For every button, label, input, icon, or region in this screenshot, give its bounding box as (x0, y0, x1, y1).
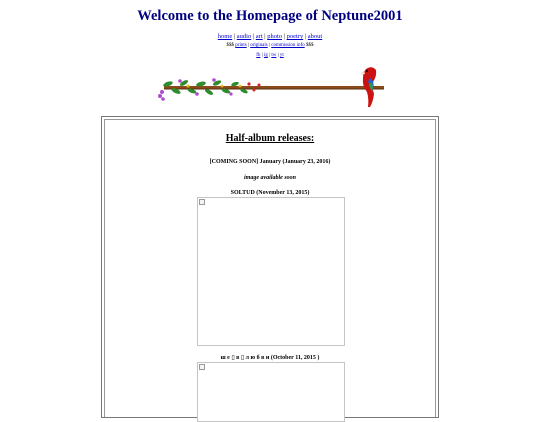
nav-link-home[interactable]: home (217, 33, 233, 40)
nav-link-about[interactable]: about (307, 33, 323, 40)
page-title: Welcome to the Homepage of Neptune2001 (137, 8, 403, 24)
nav-link-poetry[interactable]: poetry (286, 33, 304, 40)
social-link-fb[interactable]: fb (256, 53, 261, 58)
releases-heading: Half-album releases: (225, 133, 315, 144)
release-title: [COMING SOON] January (January 23, 2016) (209, 159, 331, 165)
album-cover-image[interactable] (197, 197, 345, 346)
shop-prefix: $$$ (226, 43, 235, 48)
social-link-yt[interactable]: yt (279, 53, 284, 58)
shop-link-commission-info[interactable]: commission info (271, 43, 305, 48)
nav-link-audio[interactable]: audio (236, 33, 252, 40)
nav-separator: | (264, 33, 268, 40)
shop-suffix: $$$ (305, 43, 314, 48)
shop-link-prints[interactable]: prints (235, 43, 247, 48)
nav-separator: | (268, 43, 270, 48)
broken-image-icon (199, 199, 205, 205)
social-nav (0, 53, 540, 58)
main-nav (0, 33, 540, 40)
album-cover-image[interactable] (197, 362, 345, 422)
nav-separator: | (304, 33, 308, 40)
nav-separator: | (283, 33, 287, 40)
nav-link-photo[interactable]: photo (267, 33, 283, 40)
nav-separator: | (252, 33, 256, 40)
nav-separator: | (233, 33, 237, 40)
shop-nav (0, 43, 540, 48)
shop-link-originals[interactable]: originals (250, 43, 268, 48)
release-title: ш е ▯ в ▯ л ю б в и (October 11, 2015 ) (220, 355, 320, 361)
releases-panel (101, 116, 439, 418)
broken-image-icon (199, 364, 205, 370)
parrot-banner-icon (154, 64, 388, 108)
release-title: SOLTUD (November 13, 2015) (230, 190, 310, 196)
release-image-note: image available soon (244, 175, 296, 181)
social-link-ig[interactable]: ig (263, 53, 268, 58)
nav-separator: | (261, 53, 264, 58)
nav-link-art[interactable]: art (255, 33, 263, 40)
social-link-tw[interactable]: tw (271, 53, 277, 58)
releases-panel-inner (104, 119, 436, 417)
nav-separator: | (247, 43, 249, 48)
nav-separator: | (277, 53, 280, 58)
nav-separator: | (269, 53, 272, 58)
